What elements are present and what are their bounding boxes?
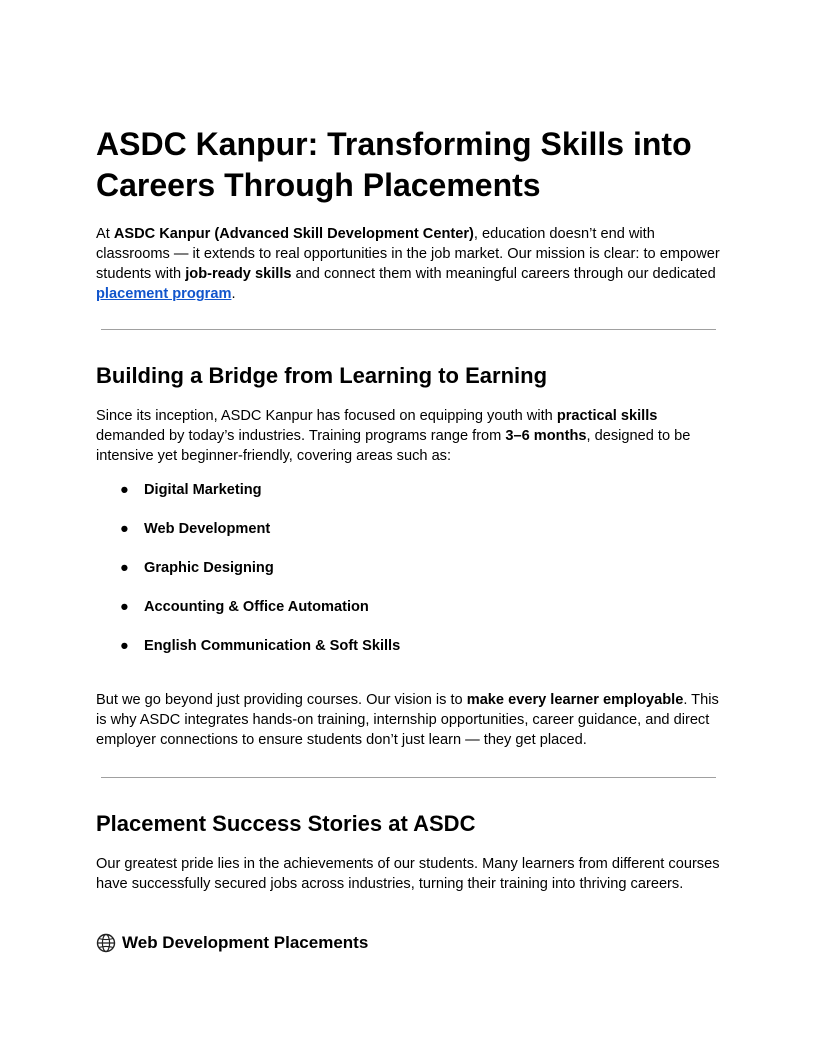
list-item — [96, 597, 720, 636]
globe-icon — [96, 933, 116, 953]
course-list — [96, 480, 720, 675]
s1p2-text-2: . This is why ASDC integrates hands-on training, internship opportunities, career guidance, and direct employer connections to ensure students don’t just learn — they get placed. — [96, 692, 719, 748]
course-label: Web Development — [144, 521, 271, 537]
section2-paragraph: Our greatest pride lies in the achievements of our students. Many learners from different courses have successfully secured jobs across industries, turning their training into thriving careers. — [96, 856, 720, 892]
s1-bold-practical: practical skills — [556, 408, 658, 424]
subheading-label: Web Development Placements — [122, 933, 369, 952]
list-item — [96, 558, 720, 597]
bullet-icon: ● — [120, 521, 129, 537]
list-item — [96, 519, 720, 558]
s1-text-3: , designed to be intensive yet beginner-friendly, covering areas such as: — [96, 428, 691, 464]
intro-paragraph — [96, 224, 720, 304]
s1p2-bold-employable: make every learner employable — [466, 692, 684, 708]
s1-bold-duration: 3–6 months — [505, 428, 587, 444]
intro-bold-asdc: ASDC Kanpur (Advanced Skill Development Center) — [113, 226, 474, 242]
bullet-icon: ● — [120, 482, 129, 498]
intro-text-3: and connect them with meaningful careers through our dedicated — [291, 266, 716, 282]
section-heading-learning: Building a Bridge from Learning to Earning — [96, 363, 548, 388]
bullet-icon: ● — [120, 560, 129, 576]
course-label: Digital Marketing — [144, 482, 262, 498]
section-divider — [101, 777, 716, 778]
s1-text-2: demanded by today’s industries. Training programs range from — [96, 428, 506, 444]
intro-text-4: . — [231, 286, 236, 302]
intro-text-1: At — [96, 226, 114, 242]
s1p2-text-1: But we go beyond just providing courses. Our vision is to — [96, 692, 467, 708]
course-label: English Communication & Soft Skills — [144, 638, 401, 654]
bullet-icon: ● — [120, 599, 129, 615]
subheading-web-dev — [96, 932, 368, 954]
s1-text-1: Since its inception, ASDC Kanpur has focused on equipping youth with — [96, 408, 557, 424]
section1-paragraph-2 — [96, 690, 720, 750]
section-heading-success: Placement Success Stories at ASDC — [96, 811, 476, 836]
placement-program-link[interactable]: placement program — [96, 286, 232, 302]
list-item — [96, 480, 720, 519]
list-item — [96, 636, 720, 675]
page-title: ASDC Kanpur: Transforming Skills into Careers Through Placements — [96, 126, 692, 203]
intro-text-2: , education doesn’t end with classrooms — it extends to real opportunities in the job market. Our mission is clear: to empower students with — [96, 226, 720, 282]
section1-paragraph — [96, 406, 720, 466]
course-label: Graphic Designing — [144, 560, 274, 576]
course-label: Accounting & Office Automation — [144, 599, 369, 615]
bullet-icon: ● — [120, 638, 129, 654]
intro-bold-skills: job-ready skills — [185, 266, 292, 282]
section-divider — [101, 329, 716, 330]
